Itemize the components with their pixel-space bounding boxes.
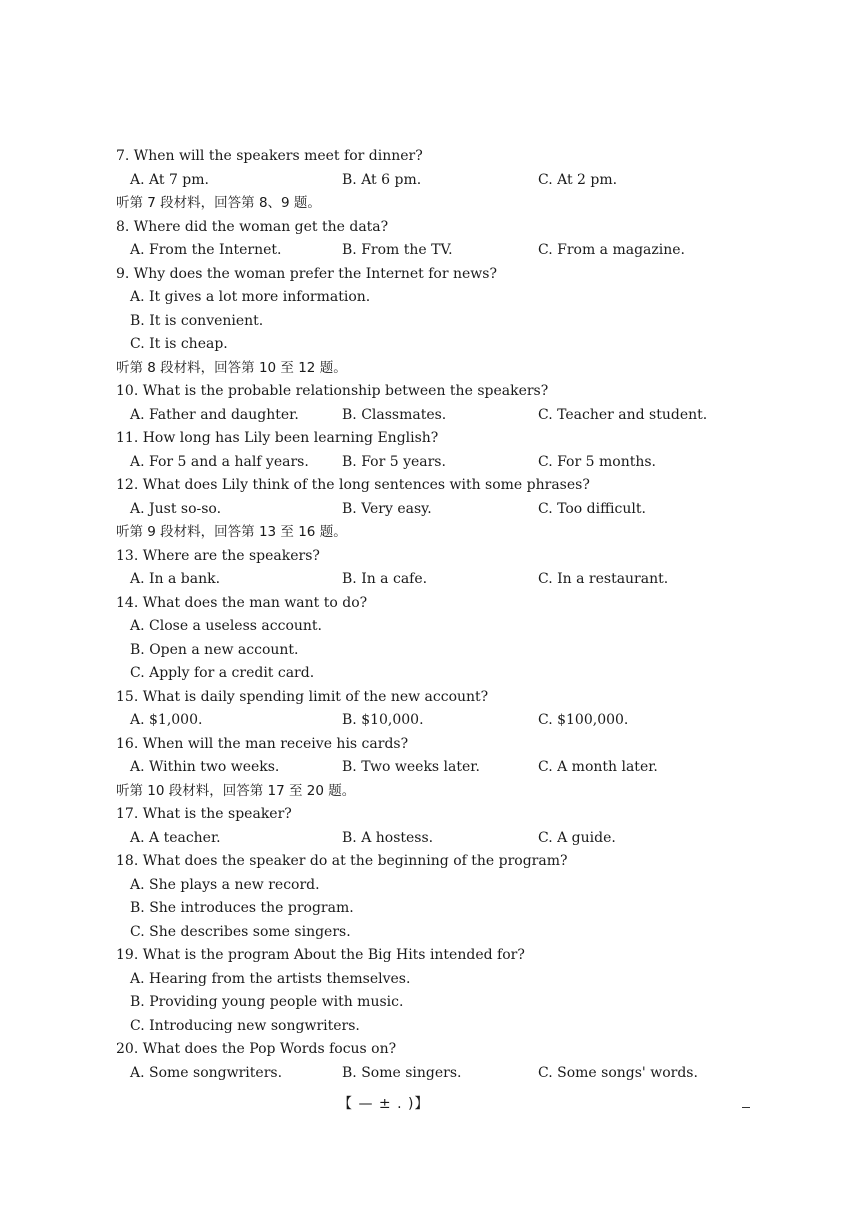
- option-text: B. Open a new account.: [130, 641, 299, 658]
- option-a: A. For 5 and a half years.: [130, 453, 309, 470]
- option-text: B. Providing young people with music.: [130, 994, 404, 1010]
- option-text: A. She plays a new record.: [130, 876, 320, 893]
- option-text: B. It is convenient.: [130, 312, 264, 329]
- question-text: 18. What does the speaker do at the beginning of the program?: [116, 853, 568, 869]
- option-text: A. It gives a lot more information.: [130, 289, 371, 305]
- option-c: C. Some songs' words.: [538, 1064, 698, 1081]
- option-row: [116, 239, 736, 263]
- option-row: [116, 498, 736, 522]
- option-b: B. $10,000.: [342, 712, 424, 728]
- option-text: C. Introducing new songwriters.: [130, 1017, 360, 1034]
- section-instruction: 听第 7 段材料，回答第 8、9 题。: [116, 195, 321, 211]
- option-b: B. Classmates.: [342, 406, 447, 423]
- question-text: 10. What is the probable relationship between the speakers?: [116, 383, 549, 399]
- option-c: C. From a magazine.: [538, 242, 686, 258]
- option-text: B. She introduces the program.: [130, 900, 354, 916]
- question-list: [116, 145, 736, 1085]
- question-text: 16. When will the man receive his cards?: [116, 735, 409, 752]
- option-row: [116, 827, 736, 851]
- option-row: [116, 709, 736, 733]
- option-b: B. In a cafe.: [342, 571, 428, 587]
- option-text: C. She describes some singers.: [130, 923, 351, 940]
- option-a: A. In a bank.: [130, 571, 221, 587]
- option-text: C. It is cheap.: [130, 336, 228, 352]
- option-a: A. From the Internet.: [130, 242, 282, 258]
- option-row: [116, 568, 736, 592]
- option-text: A. Close a useless account.: [130, 618, 322, 634]
- option-b: B. Two weeks later.: [342, 759, 480, 775]
- option-c: C. Too difficult.: [538, 500, 646, 517]
- question-text: 13. Where are the speakers?: [116, 547, 320, 564]
- page-footer: 【 — ± . )】: [338, 1096, 430, 1112]
- option-b: B. A hostess.: [342, 829, 434, 846]
- option-row: [116, 169, 736, 193]
- section-instruction: 听第 9 段材料，回答第 13 至 16 题。: [116, 524, 347, 540]
- option-c: C. Teacher and student.: [538, 406, 708, 423]
- option-b: B. Very easy.: [342, 500, 432, 517]
- question-text: 14. What does the man want to do?: [116, 594, 368, 611]
- question-text: 20. What does the Pop Words focus on?: [116, 1041, 397, 1057]
- margin-mark: [742, 1107, 750, 1108]
- question-text: 9. Why does the woman prefer the Internet for news?: [116, 265, 497, 282]
- option-a: A. At 7 pm.: [130, 171, 209, 188]
- section-instruction: 听第 8 段材料，回答第 10 至 12 题。: [116, 359, 347, 376]
- option-row: [116, 756, 736, 780]
- option-a: A. Father and daughter.: [130, 406, 299, 423]
- option-c: C. A month later.: [538, 759, 658, 775]
- question-text: 8. Where did the woman get the data?: [116, 218, 389, 235]
- section-instruction: 听第 10 段材料，回答第 17 至 20 题。: [116, 782, 356, 799]
- option-c: C. A guide.: [538, 829, 616, 846]
- option-b: B. For 5 years.: [342, 453, 446, 470]
- option-c: C. $100,000.: [538, 712, 629, 728]
- option-b: B. From the TV.: [342, 242, 453, 258]
- option-a: A. Just so-so.: [130, 500, 222, 517]
- option-b: B. Some singers.: [342, 1064, 462, 1081]
- question-text: 12. What does Lily think of the long sentences with some phrases?: [116, 477, 590, 493]
- question-text: 17. What is the speaker?: [116, 806, 292, 822]
- question-text: 15. What is daily spending limit of the new account?: [116, 688, 489, 705]
- question-text: 7. When will the speakers meet for dinner?: [116, 148, 423, 164]
- option-row: [116, 451, 736, 475]
- option-a: A. Some songwriters.: [130, 1064, 283, 1081]
- question-text: 11. How long has Lily been learning English?: [116, 430, 439, 446]
- option-row: [116, 404, 736, 428]
- option-a: A. Within two weeks.: [130, 759, 280, 775]
- question-text: 19. What is the program About the Big Hits intended for?: [116, 947, 525, 963]
- option-b: B. At 6 pm.: [342, 171, 422, 188]
- option-c: C. In a restaurant.: [538, 571, 669, 587]
- option-a: A. $1,000.: [130, 712, 203, 728]
- option-a: A. A teacher.: [130, 829, 221, 846]
- option-c: C. For 5 months.: [538, 453, 656, 470]
- option-row: [116, 1062, 736, 1086]
- option-c: C. At 2 pm.: [538, 171, 618, 188]
- option-text: A. Hearing from the artists themselves.: [130, 970, 411, 987]
- option-text: C. Apply for a credit card.: [130, 665, 315, 681]
